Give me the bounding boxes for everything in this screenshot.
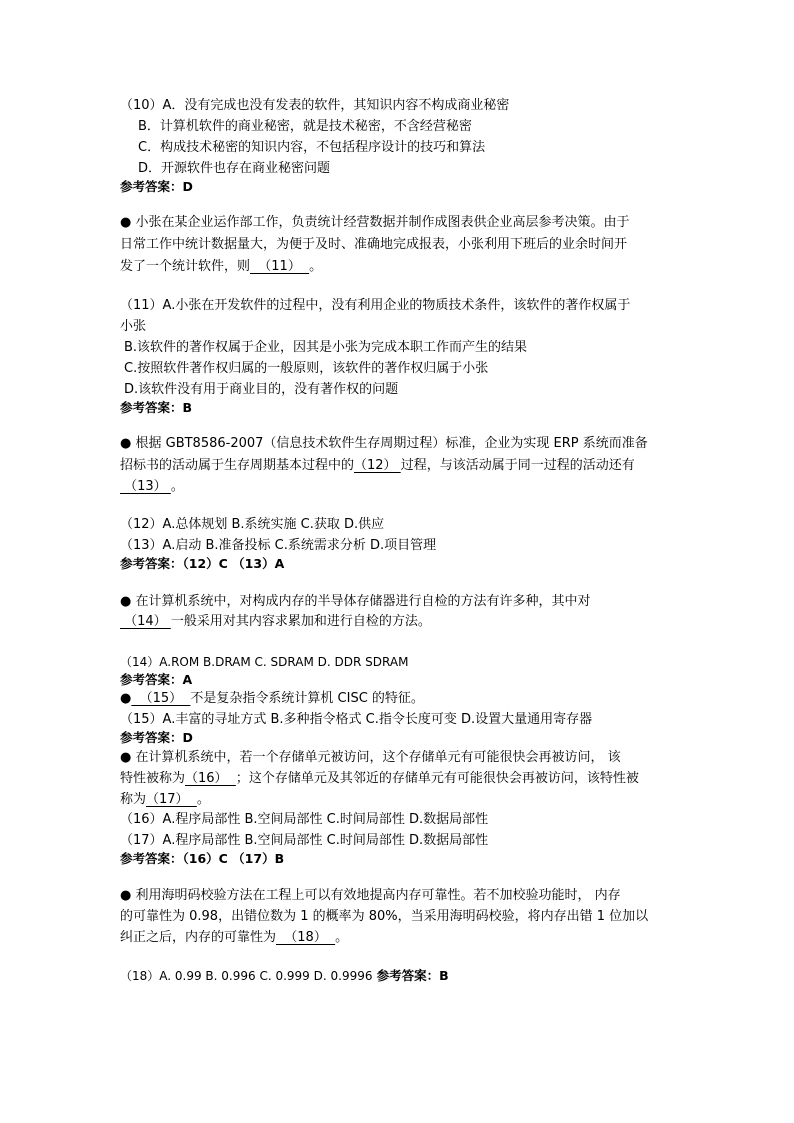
answer-blank-18: （18） [276, 930, 336, 945]
bullet-icon: ● [120, 888, 132, 903]
bullet-icon: ● [120, 436, 132, 451]
q10-option-d: D．开源软件也存在商业秘密问题 [138, 161, 331, 176]
q12-options: （12）A.总体规划 B.系统实施 C.获取 D.供应 [120, 517, 385, 532]
q10-option-c: C．构成技术秘密的知识内容，不包括程序设计的技巧和算法 [138, 140, 486, 155]
q13-options: （13）A.启动 B.准备投标 C.系统需求分析 D.项目管理 [120, 538, 437, 553]
q11-option-a-line1: （11）A.小张在开发软件的过程中，没有利用企业的物质技术条件，该软件的著作权属于 [120, 298, 631, 313]
q15-stem: ● （15） 不是复杂指令系统计算机 CISC 的特征。 [120, 691, 424, 706]
q18-answer: 参考答案：B [376, 968, 449, 983]
q14-stem-line2: （14） 一般采用对其内容求累加和进行自检的方法。 [120, 614, 431, 629]
q10-option-a: （10）A．没有完成也没有发表的软件，其知识内容不构成商业秘密 [120, 98, 510, 113]
q18-options-and-answer [120, 966, 449, 987]
q14-stem-line1: ● 在计算机系统中，对构成内存的半导体存储器进行自检的方法有许多种，其中对 [120, 594, 591, 609]
bullet-icon: ● [120, 594, 132, 609]
q18-options: （18）A. 0.99 B. 0.996 C. 0.999 D. 0.9996 [120, 969, 373, 983]
q10-answer: 参考答案：D [120, 179, 193, 194]
q15-options: （15）A.丰富的寻址方式 B.多种指令格式 C.指令长度可变 D.设置大量通用寄存器 [120, 712, 593, 727]
q17-options: （17）A.程序局部性 B.空间局部性 C.时间局部性 D.数据局部性 [120, 833, 489, 848]
bullet-icon: ● [120, 215, 132, 230]
q12-answer: 参考答案：（12）C （13）A [120, 556, 285, 571]
q18-stem-line1: ● 利用海明码校验方法在工程上可以有效地提高内存可靠性。若不加校验功能时， 内存 [120, 888, 621, 903]
answer-blank-11: （11） [250, 259, 310, 274]
q15-answer: 参考答案：D [120, 730, 193, 745]
q14-options: （14）A.ROM B.DRAM C. SDRAM D. DDR SDRAM [120, 655, 409, 669]
q11-stem-line2: 日常工作中统计数据量大，为便于及时、准确地完成报表，小张利用下班后的业余时间开 [120, 237, 628, 252]
q11-option-b: B.该软件的著作权属于企业，因其是小张为完成本职工作而产生的结果 [124, 340, 528, 355]
q16-stem-line1: ● 在计算机系统中，若一个存储单元被访问，这个存储单元有可能很快会再被访问， 该 [120, 750, 621, 765]
q11-stem-line1: ● 小张在某企业运作部工作，负责统计经营数据并制作成图表供企业高层参考决策。由于 [120, 215, 630, 230]
answer-blank-17: （17） [146, 792, 197, 807]
q12-stem-line2: 招标书的活动属于生存周期基本过程中的（12） 过程，与该活动属于同一过程的活动还有 [120, 458, 635, 473]
answer-blank-12: （12） [354, 458, 401, 473]
answer-blank-16: （16） [185, 771, 236, 786]
answer-blank-14: （14） [120, 614, 171, 629]
q10-option-b: B．计算机软件的商业秘密，就是技术秘密，不含经营秘密 [138, 119, 472, 134]
q16-stem-line2: 特性被称为（16） ；这个存储单元及其邻近的存储单元有可能很快会再被访问，该特性被 [120, 771, 639, 786]
answer-blank-15: （15） [131, 691, 191, 706]
q11-option-c: C.按照软件著作权归属的一般原则，该软件的著作权归属于小张 [124, 361, 489, 376]
q11-option-a-line2: 小张 [120, 319, 147, 334]
q16-answer: 参考答案：（16）C （17）B [120, 851, 285, 866]
q14-answer: 参考答案：A [120, 672, 193, 687]
q11-option-d: D.该软件没有用于商业目的，没有著作权的问题 [124, 382, 399, 397]
q16-stem-line3: 称为（17） 。 [120, 792, 210, 807]
q12-stem-line1: ● 根据 GBT8586-2007（信息技术软件生存周期过程）标准，企业为实现 ERP 系统而准备 [120, 436, 648, 451]
q16-options: （16）A.程序局部性 B.空间局部性 C.时间局部性 D.数据局部性 [120, 812, 489, 827]
q18-stem-line3: 纠正之后，内存的可靠性为 （18） 。 [120, 930, 349, 945]
q12-stem-line3: （13） 。 [120, 479, 184, 494]
q11-stem-line3: 发了一个统计软件，则 （11） 。 [120, 259, 323, 274]
q11-answer: 参考答案：B [120, 400, 193, 415]
q18-stem-line2: 的可靠性为 0.98，出错位数为 1 的概率为 80%，当采用海明码校验，将内存出错 1 位加以 [120, 909, 649, 924]
answer-blank-13: （13） [120, 479, 171, 494]
bullet-icon: ● [120, 691, 132, 706]
bullet-icon: ● [120, 750, 132, 765]
